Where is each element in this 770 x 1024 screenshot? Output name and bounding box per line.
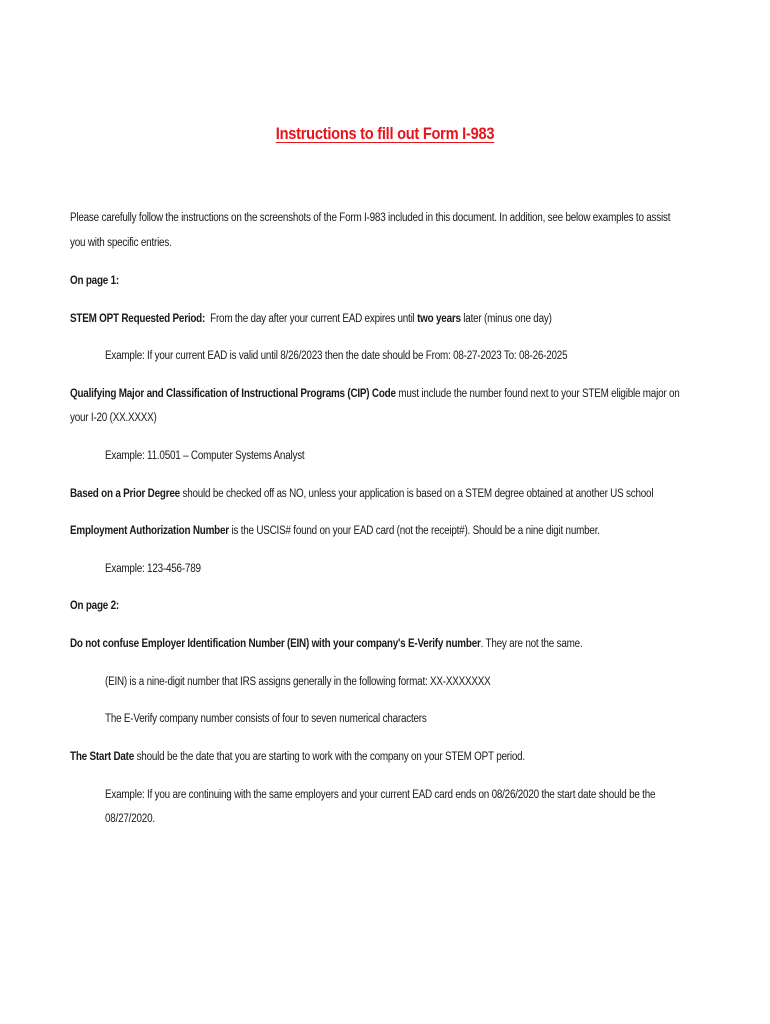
ein-detail-1: (EIN) is a nine-digit number that IRS assigns generally in the following format: XX-XXXXXXX	[105, 676, 491, 688]
page2-heading	[70, 593, 119, 619]
stem-period-example: Example: If your current EAD is valid until 8/26/2023 then the date should be From: 08-27-2023 To: 08-26-2025	[105, 350, 568, 362]
ead-number-paragraph	[70, 518, 600, 544]
prior-degree-label: Based on a Prior Degree	[70, 488, 180, 500]
start-date-label: The Start Date	[70, 751, 135, 763]
ead-number-text: is the USCIS# found on your EAD card (not the receipt#). Should be a nine digit number.	[228, 525, 600, 537]
document-title: Instructions to fill out Form I-983	[275, 124, 495, 143]
cip-paragraph-line-2: your I-20 (XX.XXXX)	[70, 412, 157, 424]
cip-paragraph-line-1	[70, 381, 680, 407]
cip-example: Example: 11.0501 – Computer Systems Analyst	[105, 450, 305, 462]
intro-line-1: Please carefully follow the instructions on the screenshots of the Form I-983 included in this document. In addition, see below examples to assist	[70, 212, 671, 224]
ein-label: Do not confuse Employer Identification Number (EIN) with your company's E-Verify number	[70, 638, 481, 650]
start-date-paragraph	[70, 744, 525, 770]
stem-period-bold: two years	[417, 313, 461, 325]
stem-period-paragraph	[70, 306, 552, 332]
prior-degree-paragraph	[70, 481, 653, 507]
start-date-example-line-1: Example: If you are continuing with the same employers and your current EAD card ends on 08/26/2020 the start date should be the	[105, 789, 656, 801]
ead-number-example: Example: 123-456-789	[105, 563, 201, 575]
ein-paragraph	[70, 631, 582, 657]
page1-heading-text: On page 1:	[70, 275, 119, 287]
page2-heading-text: On page 2:	[70, 600, 119, 612]
start-date-text: should be the date that you are starting to work with the company on your STEM OPT period.	[134, 751, 525, 763]
prior-degree-text: should be checked off as NO, unless your application is based on a STEM degree obtained at another US school	[179, 488, 654, 500]
ead-number-label: Employment Authorization Number	[70, 525, 229, 537]
ein-text: . They are not the same.	[480, 638, 583, 650]
intro-line-2: you with specific entries.	[70, 237, 172, 249]
stem-period-text-before: From the day after your current EAD expires until	[205, 313, 418, 325]
page1-heading	[70, 268, 119, 294]
stem-period-label: STEM OPT Requested Period:	[70, 313, 206, 325]
cip-text-line-1: must include the number found next to your STEM eligible major on	[395, 388, 680, 400]
ein-detail-2: The E-Verify company number consists of four to seven numerical characters	[105, 713, 427, 725]
stem-period-text-after: later (minus one day)	[460, 313, 552, 325]
start-date-example-line-2: 08/27/2020.	[105, 813, 155, 825]
cip-label: Qualifying Major and Classification of Instructional Programs (CIP) Code	[70, 388, 396, 400]
